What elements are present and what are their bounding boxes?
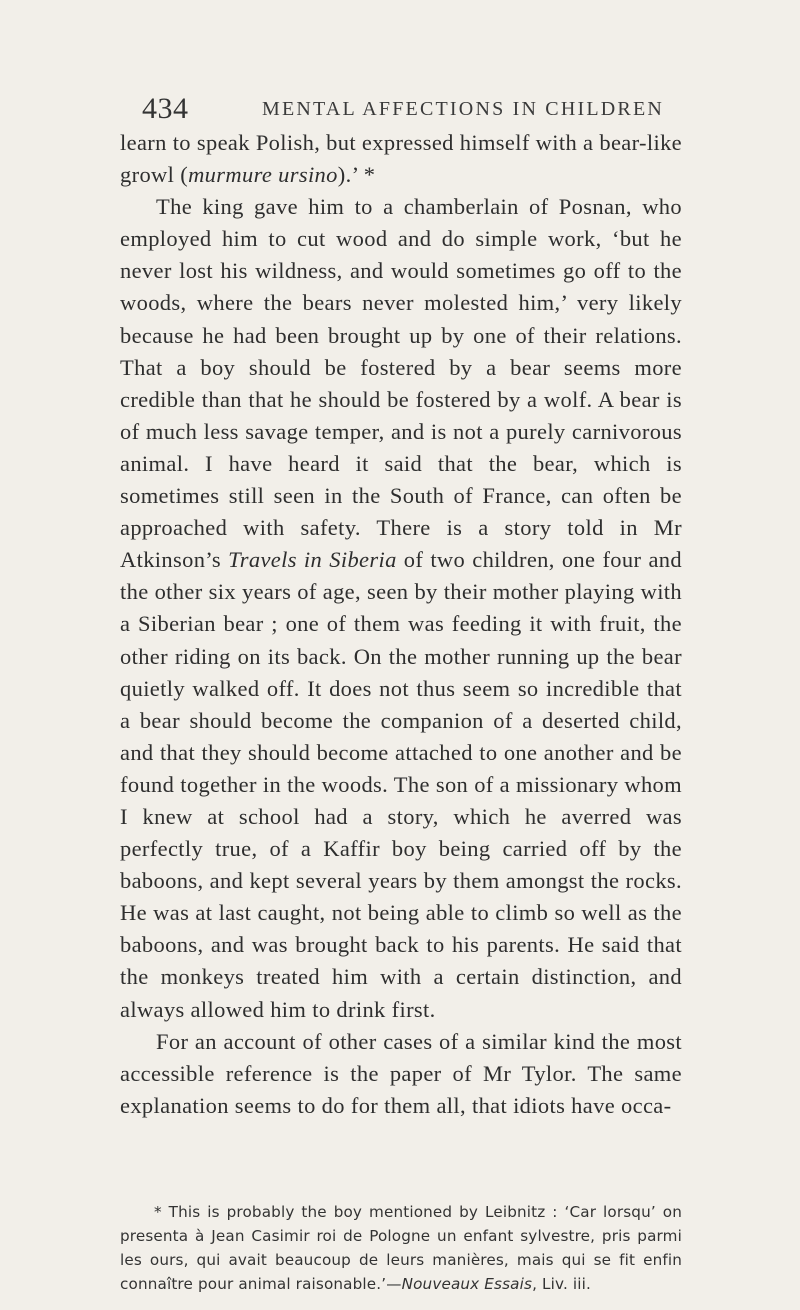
- paragraph: For an account of other cases of a similar kind the most accessible reference is the paper of Mr Tylor. The same explanation seems to do for them all, that idiots have occa-: [120, 1028, 682, 1118]
- footnote-source-title: Nouveaux Essais: [401, 1275, 533, 1293]
- page-number: 434: [142, 92, 189, 125]
- page-header: [0, 92, 800, 132]
- paragraph-continued: [120, 127, 682, 191]
- footnote-citation: , Liv. iii.: [532, 1275, 591, 1293]
- paragraph-text: ).’ *: [337, 162, 376, 188]
- paragraph-text: The king gave him to a chamberlain of Posnan, who employed him to cut wood and do simple work, ‘but he never lost his wildness, and would sometimes go off to the woods, where the bears never molested him,’ very likely because he had been brought up by one of their relations. That a boy should be fostered by a bear seems more credible than that he should be fostered by a wolf. A bear is of much less savage temper, and is not a purely carnivorous animal. I have heard it said that the bear, which is sometimes still seen in the South of France, can often be approached with safety. There is a story told in Mr Atkinson’s: [120, 194, 682, 573]
- paragraph-text: of two children, one four and the other six years of age, seen by their mother playing with a Siberian bear ; one of them was feeding it with fruit, the other riding on its back. On the mother running up the bear quietly walked off. It does not thus seem so incredible that a bear should become the companion of a deserted child, and that they should become attached to one another and be found together in the woods. The son of a missionary whom I knew at school had a story, which he averred was perfectly true, of a Kaffir boy being carried off by the baboons, and kept several years by them amongst the rocks. He was at last caught, not being able to climb so well as the baboons, and was brought back to his parents. He said that the monkeys treated him with a certain distinction, and always allowed him to drink first.: [120, 547, 682, 1022]
- footnote-text: [120, 1200, 682, 1296]
- body-text: [120, 127, 682, 1122]
- italic-phrase: murmure ursino: [188, 162, 338, 188]
- footnote-body: * This is probably the boy mentioned by Leibnitz : ‘Car lorsqu’ on presenta à Jean Casimir roi de Pologne un enfant sylvestre, pris parmi les ours, qui avait beaucoup de leurs manières, mais qui se fit enfin connaître pour animal raisonable.’—: [120, 1203, 682, 1293]
- footnote: [120, 1200, 682, 1296]
- paragraph-text: learn to speak Polish, but expressed himself with a bear-like growl (: [120, 130, 683, 188]
- paragraph: [120, 191, 682, 1025]
- book-title: Travels in Siberia: [228, 547, 397, 573]
- running-head: MENTAL AFFECTIONS IN CHILDREN: [262, 98, 665, 120]
